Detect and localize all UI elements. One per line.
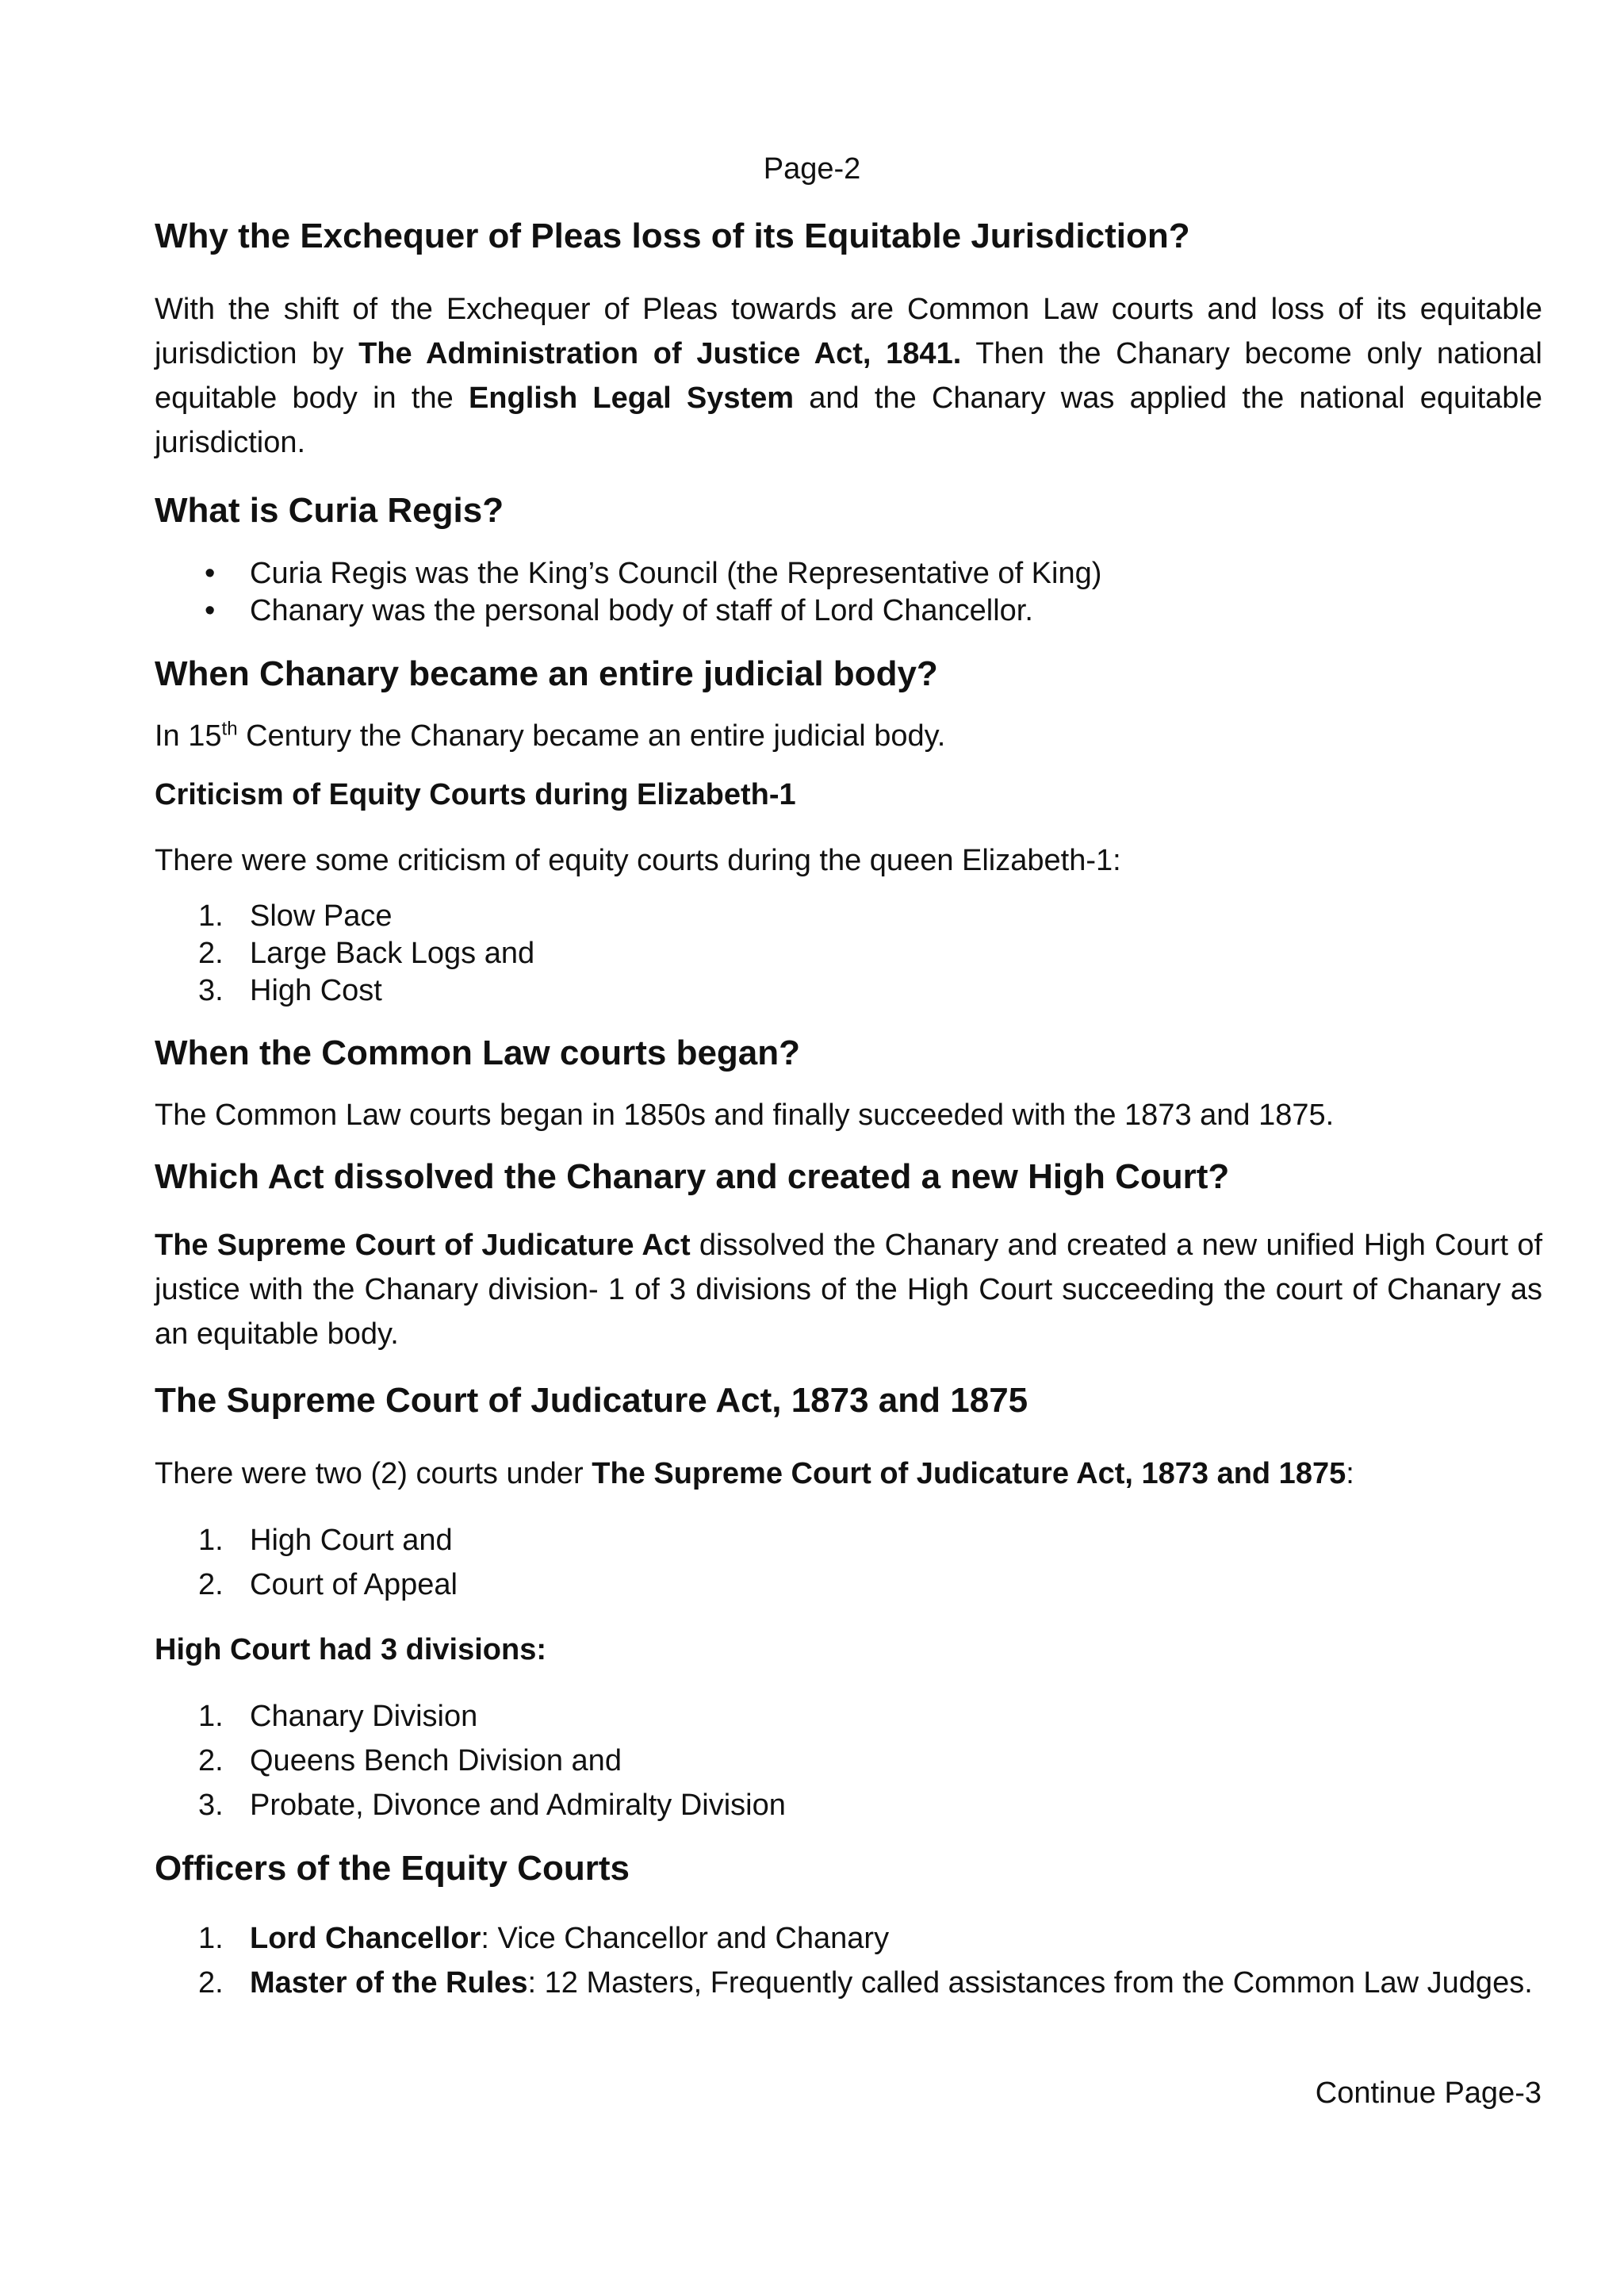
list-item: 1. Chanary Division <box>198 1700 478 1733</box>
paragraph-criticism: There were some criticism of equity courts during the queen Elizabeth-1: <box>155 844 1121 877</box>
paragraph-dissolved: The Supreme Court of Judicature Act dissolved the Chanary and created a new unified High Court of justice with the Chanary division- 1 of 3 divisions of the High Court succeeding the court of Chanary as an equitable body. <box>155 1229 1543 1351</box>
heading-judicature-act: The Supreme Court of Judicature Act, 1873 and 1875 <box>155 1381 1028 1420</box>
heading-divisions: High Court had 3 divisions: <box>155 1633 547 1666</box>
list-item: 1. Lord Chancellor: Vice Chancellor and Chanary <box>198 1922 890 1955</box>
section-chanary-judicial <box>155 654 1542 696</box>
officers-list <box>155 1916 1542 2005</box>
list-item: 3. High Cost <box>198 974 382 1007</box>
section-curia-regis <box>155 490 1542 532</box>
list-item: 2. Master of the Rules: 12 Masters, Frequently called assistances from the Common Law Judges. <box>198 1966 1533 2000</box>
heading-common-law: When the Common Law courts began? <box>155 1033 801 1072</box>
list-item: • Chanary was the personal body of staff of Lord Chancellor. <box>155 592 1542 630</box>
list-item: 2. Queens Bench Division and <box>198 1744 622 1777</box>
courts-list <box>155 1518 1542 1607</box>
heading-officers: Officers of the Equity Courts <box>155 1849 630 1888</box>
list-item: 1. Slow Pace <box>198 899 393 933</box>
heading-dissolved: Which Act dissolved the Chanary and created a new High Court? <box>155 1157 1230 1196</box>
continue-page-note: Continue Page-3 <box>1315 2076 1542 2110</box>
bullet-icon: • <box>205 557 216 590</box>
list-item: 1. High Court and <box>198 1524 453 1557</box>
heading-chanary-judicial: When Chanary became an entire judicial body? <box>155 654 938 693</box>
list-item: 2. Court of Appeal <box>198 1568 458 1601</box>
page-number: Page-2 <box>763 152 861 186</box>
list-item: • Curia Regis was the King’s Council (the Representative of King) <box>155 555 1542 592</box>
paragraph-common-law: The Common Law courts began in 1850s and finally succeeded with the 1873 and 1875. <box>155 1099 1335 1132</box>
heading-criticism: Criticism of Equity Courts during Elizabeth-1 <box>155 778 796 811</box>
divisions-list <box>155 1694 1542 1827</box>
heading-curia-regis: What is Curia Regis? <box>155 491 504 530</box>
bullet-icon: • <box>205 594 216 627</box>
paragraph-judicature-act: There were two (2) courts under The Supreme Court of Judicature Act, 1873 and 1875: <box>155 1457 1354 1490</box>
list-item: 2. Large Back Logs and <box>198 937 535 970</box>
english-legal-system: English Legal System <box>468 382 795 415</box>
paragraph-exchequer: With the shift of the Exchequer of Pleas towards are Common Law courts and loss of its equitable jurisdiction by The Administration of Justice Act, 1841. Then the Chanary become only national equitable body in the English Legal System and the Chanary was applied the national equitable jurisdiction. <box>155 293 1542 459</box>
heading-exchequer: Why the Exchequer of Pleas loss of its Equitable Jurisdiction? <box>155 217 1190 255</box>
criticism-list <box>155 898 1542 1010</box>
curia-regis-list <box>155 555 1542 630</box>
paragraph-chanary-judicial: In 15th Century the Chanary became an entire judicial body. <box>155 718 946 753</box>
list-item: 3. Probate, Divonce and Admiralty Division <box>198 1789 786 1822</box>
act-1841: The Administration of Justice Act, 1841. <box>358 337 962 370</box>
section-exchequer <box>155 216 1542 258</box>
